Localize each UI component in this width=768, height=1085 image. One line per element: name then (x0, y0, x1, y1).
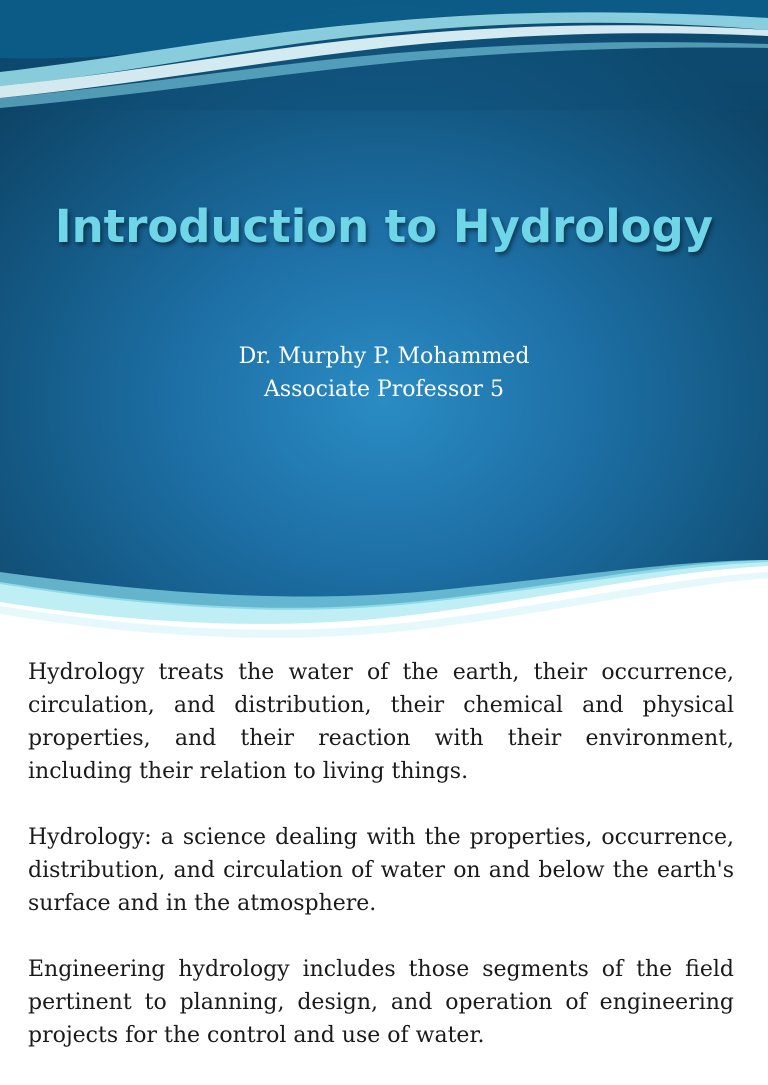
paragraph-definition: Hydrology treats the water of the earth, their occurrence, circulation, and distribution, their chemical and physical properties, and their reaction with their environment, including their relation to living things. (28, 660, 734, 784)
presenter-block (0, 340, 768, 406)
paragraph-science-definition: Hydrology: a science dealing with the properties, occurrence, distribution, and circulation of water on and below the earth's surface and in the atmosphere. (28, 825, 734, 916)
presenter-name: Dr. Murphy P. Mohammed (238, 344, 530, 369)
bottom-wave-decoration (0, 560, 768, 650)
top-wave-decoration (0, 0, 768, 110)
slide-title: Introduction to Hydrology (54, 200, 714, 253)
presenter-role: Associate Professor 5 (263, 377, 505, 402)
body-text (28, 656, 734, 1085)
paragraph-engineering-hydrology: Engineering hydrology includes those segments of the field pertinent to planning, design, and operation of engineering projects for the control and use of water. (28, 957, 734, 1048)
